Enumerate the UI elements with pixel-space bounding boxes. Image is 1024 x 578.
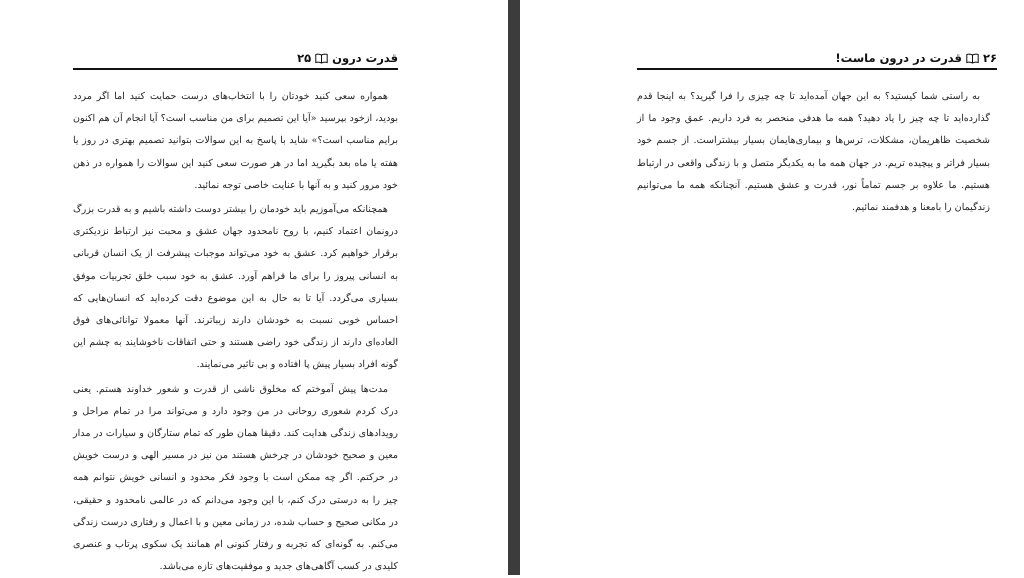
open-book-icon	[315, 53, 328, 64]
paragraph: به راستی شما کیستید؟ به این جهان آمده‌اید تا چه چیزی را فرا گیرید؟ به اینجا قدم گذارده‌اید تا چه چیز را یاد دهید؟ همه ما هدفی منحصر به فرد داریم. عمق وجود ما از شخصیت ظاهریمان، مشکلات، ترس‌ها و بیماری‌هایمان بسیار بیشتراست. از جسم خود بسیار فراتر و پیچیده تریم. در جهان همه ما به یکدیگر متصل و با زندگی واقعی در ارتباط هستیم. ما علاوه بر جسم تماماً نور، قدرت و عشق هستیم. آنچنانکه همه ما می‌توانیم زندگیمان را بامعنا و هدفمند نمائیم.	[637, 91, 990, 214]
header-title-group	[297, 51, 398, 65]
paragraph: همواره سعی کنید خودتان را با انتخاب‌های درست حمایت کنید اما اگر مردد بودید، ازخود بپرسید «آیا این تصمیم برای من مناسب است؟ آیا انجام آن هم اکنون برایم مناسب است؟» شاید با پاسخ به این سوالات بتوانید تصمیم بهتری در روز یا هفته یا ماه بعد بگیرید اما در هر صورت سعی کنید این سوالات را همواره در ذهن خود مرور کنید و به آنها با عنایت خاصی توجه نمائید.	[73, 91, 398, 191]
paragraph: مدت‌ها پیش آموختم که مخلوق ناشی از قدرت و شعور خداوند هستم. یعنی درک کردم شعوری روحانی در من وجود دارد و می‌تواند مرا در تمام مراحل و رویدادهای زندگی هدایت کند. دقیقا همان طور که تمام ستارگان و سیارات در مدار معین و صحیح خودشان در چرخش هستند من نیز در مسیر الهی و درست خویش در حرکتم. اگر چه ممکن است با وجود فکر محدود و انسانی خویش نتوانم همه چیز را به درستی درک کنم، با این وجود می‌دانم که در عالمی نامحدود و حقیقی، در مکانی صحیح و حساب شده، در زمانی معین و با اعمال و رفتاری درست زندگی می‌کنم. به گونه‌ای که تجربه و رفتار کنونی ام همانند یک سکوی پرتاب و عنصری کلیدی در کسب آگاهی‌های جدید و موفقیت‌های تازه می‌باشد.	[73, 383, 398, 573]
page-body	[637, 86, 990, 219]
left-page	[0, 0, 508, 575]
header-title: قدرت در درون ماست!	[835, 51, 962, 65]
page-body	[73, 86, 398, 578]
page-number: ۲۶	[982, 51, 997, 65]
open-book-icon	[966, 53, 979, 64]
page-header	[73, 50, 398, 66]
header-title-group	[835, 51, 997, 65]
page-number: ۲۵	[297, 51, 312, 65]
header-title: قدرت درون	[332, 51, 398, 65]
book-gutter	[508, 0, 520, 575]
page-header	[637, 50, 997, 66]
header-rule	[637, 68, 997, 70]
right-page	[520, 0, 1024, 575]
header-rule	[73, 68, 398, 70]
paragraph: همچنانکه می‌آموزیم باید خودمان را بیشتر دوست داشته باشیم و به قدرت بزرگ درونمان اعتماد کنیم، با روح نامحدود جهان عشق و محبت نیز ارتباط نزدیکتری برقرار خواهیم کرد. عشق به خود می‌تواند موجبات پیشرفت از یک انسان قربانی به انسانی پیروز را برای ما فراهم آورد. عشق به خود سبب خلق تجربیات موفق بسیاری می‌گردد. آیا تا به حال به این موضوع دقت کرده‌اید که انسان‌هایی که احساس خوبی نسبت به خودشان دارند زیباترند. آنها معمولا توانائی‌های فوق العاده‌ای دارند از زندگی خود راضی هستند و حتی اتفاقات ناخوشایند به چشم این گونه افراد بسیار پیش پا افتاده و بی تاثیر می‌نمایند.	[73, 204, 398, 371]
